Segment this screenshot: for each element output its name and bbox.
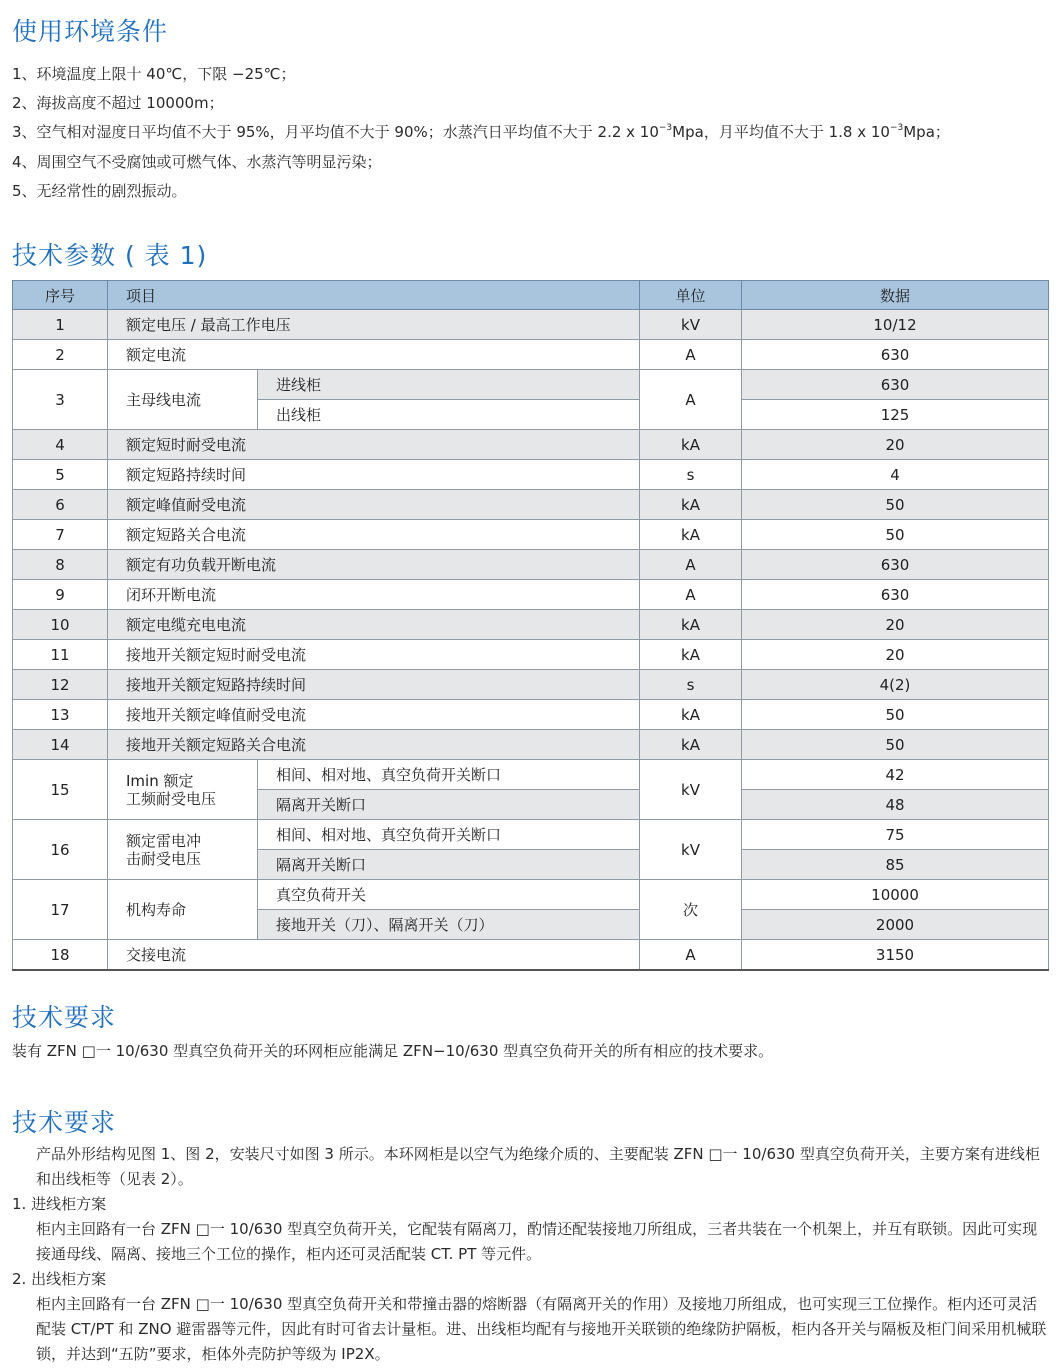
row-unit: kA — [640, 520, 742, 550]
row-no: 17 — [13, 880, 108, 940]
row-unit: kA — [640, 490, 742, 520]
table-row — [13, 940, 1049, 971]
row-item: 额定电压 / 最高工作电压 — [108, 310, 640, 340]
row-item: 额定有功负载开断电流 — [108, 550, 640, 580]
table-row — [13, 310, 1049, 340]
row-sub-item: 接地开关（刀）、隔离开关（刀） — [258, 910, 640, 940]
row-value: 85 — [742, 850, 1049, 880]
row-no: 6 — [13, 490, 108, 520]
header-value: 数据 — [742, 281, 1049, 310]
row-item: 机构寿命 — [108, 880, 258, 940]
row-sub-item: 出线柜 — [258, 400, 640, 430]
row-value: 630 — [742, 370, 1049, 400]
row-item: 额定雷电冲 击耐受电压 — [108, 820, 258, 880]
row-no: 3 — [13, 370, 108, 430]
req2-title: 技术要求 — [12, 1108, 117, 1137]
row-value: 48 — [742, 790, 1049, 820]
env-item-5: 5、无经常性的剧烈振动。 — [12, 182, 187, 200]
row-value: 42 — [742, 760, 1049, 790]
row-value: 3150 — [742, 940, 1049, 971]
row-item: 接地开关额定短时耐受电流 — [108, 640, 640, 670]
row-no: 5 — [13, 460, 108, 490]
row-item: 额定峰值耐受电流 — [108, 490, 640, 520]
row-unit: kA — [640, 610, 742, 640]
row-value: 50 — [742, 520, 1049, 550]
row-item: 额定电缆充电电流 — [108, 610, 640, 640]
row-unit: s — [640, 670, 742, 700]
row-no: 15 — [13, 760, 108, 820]
row-item: 额定短路关合电流 — [108, 520, 640, 550]
row-unit: A — [640, 550, 742, 580]
row-item: 额定短时耐受电流 — [108, 430, 640, 460]
row-unit: s — [640, 460, 742, 490]
table-header-row — [13, 281, 1049, 310]
row-no: 8 — [13, 550, 108, 580]
row-value: 50 — [742, 700, 1049, 730]
table-row — [13, 760, 1049, 790]
row-unit: kV — [640, 760, 742, 820]
req2-intro: 产品外形结构见图 1、图 2，安装尺寸如图 3 所示。本环网柜是以空气为绝缘介质的、主要配装 ZFN □一 10/630 型真空负荷开关，主要方案有进线柜和出线柜等（见表 2）。 — [36, 1145, 1040, 1188]
row-unit: kA — [640, 700, 742, 730]
row-unit: kA — [640, 640, 742, 670]
table-row — [13, 640, 1049, 670]
table-row — [13, 730, 1049, 760]
row-no: 9 — [13, 580, 108, 610]
table-row — [13, 820, 1049, 850]
table-row — [13, 880, 1049, 910]
row-item: 额定电流 — [108, 340, 640, 370]
row-value: 20 — [742, 640, 1049, 670]
req2-section-2-title: 2. 出线柜方案 — [12, 1270, 107, 1288]
row-no: 4 — [13, 430, 108, 460]
env-item-3: 3、空气相对湿度日平均值不大于 95%，月平均值不大于 90%；水蒸汽日平均值不大于 2.2 x $10^{-3}Mpa$，月平均值不大于 1.8 x $10^{-3}Mpa$； — [12, 123, 950, 141]
row-value: 2000 — [742, 910, 1049, 940]
row-value: 20 — [742, 610, 1049, 640]
row-item: Imin 额定 工频耐受电压 — [108, 760, 258, 820]
row-item: 交接电流 — [108, 940, 640, 971]
req2-section-2-text: 柜内主回路有一台 ZFN □一 10/630 型真空负荷开关和带撞击器的熔断器（有隔离开关的作用）及接地刀所组成，也可实现三工位操作。柜内还可灵活配装 CT/PT 和 ZNO 避雷器等元件，因此有时可省去计量柜。进、出线柜均配有与接地开关联锁的绝缘防护隔板，柜内各开关与隔板及柜门间采用机械联锁，并达到“五防”要求，柜体外壳防护等级为 IP2X。 — [36, 1295, 1047, 1363]
req2-section-1-title: 1. 进线柜方案 — [12, 1195, 107, 1213]
header-no: 序号 — [13, 281, 108, 310]
row-value: 4(2) — [742, 670, 1049, 700]
row-no: 18 — [13, 940, 108, 971]
row-item: 闭环开断电流 — [108, 580, 640, 610]
row-value: 630 — [742, 550, 1049, 580]
row-sub-item: 隔离开关断口 — [258, 850, 640, 880]
row-value: 50 — [742, 490, 1049, 520]
row-no: 7 — [13, 520, 108, 550]
row-item: 主母线电流 — [108, 370, 258, 430]
row-value: 50 — [742, 730, 1049, 760]
row-sub-item: 真空负荷开关 — [258, 880, 640, 910]
header-item: 项目 — [108, 281, 640, 310]
row-value: 125 — [742, 400, 1049, 430]
env-item-2: 2、海拔高度不超过 10000m； — [12, 94, 224, 112]
row-value: 4 — [742, 460, 1049, 490]
row-no: 10 — [13, 610, 108, 640]
row-no: 14 — [13, 730, 108, 760]
row-sub-item: 相间、相对地、真空负荷开关断口 — [258, 820, 640, 850]
req1-text: 装有 ZFN □一 10/630 型真空负荷开关的环网柜应能满足 ZFN−10/630 型真空负荷开关的所有相应的技术要求。 — [12, 1042, 774, 1060]
table-row — [13, 520, 1049, 550]
row-item: 接地开关额定短路关合电流 — [108, 730, 640, 760]
row-unit: kA — [640, 430, 742, 460]
row-value: 20 — [742, 430, 1049, 460]
row-no: 13 — [13, 700, 108, 730]
row-value: 630 — [742, 580, 1049, 610]
table-row — [13, 460, 1049, 490]
row-value: 630 — [742, 340, 1049, 370]
row-no: 16 — [13, 820, 108, 880]
row-unit: A — [640, 370, 742, 430]
row-unit: A — [640, 940, 742, 971]
row-item: 接地开关额定峰值耐受电流 — [108, 700, 640, 730]
env-title: 使用环境条件 — [12, 17, 169, 46]
row-item: 接地开关额定短路持续时间 — [108, 670, 640, 700]
row-value: 10000 — [742, 880, 1049, 910]
table-row — [13, 340, 1049, 370]
row-unit: A — [640, 580, 742, 610]
table-row — [13, 430, 1049, 460]
row-value: 75 — [742, 820, 1049, 850]
row-value: 10/12 — [742, 310, 1049, 340]
env-item-1: 1、环境温度上限十 40℃，下限 −25℃； — [12, 65, 296, 83]
table-row — [13, 610, 1049, 640]
table-row — [13, 580, 1049, 610]
row-unit: 次 — [640, 880, 742, 940]
row-no: 1 — [13, 310, 108, 340]
req2-body — [12, 1142, 1048, 1367]
spec-table — [12, 280, 1049, 971]
row-item: 额定短路持续时间 — [108, 460, 640, 490]
req1-title: 技术要求 — [12, 1003, 117, 1032]
row-sub-item: 相间、相对地、真空负荷开关断口 — [258, 760, 640, 790]
table-row — [13, 550, 1049, 580]
row-unit: kV — [640, 820, 742, 880]
row-sub-item: 隔离开关断口 — [258, 790, 640, 820]
row-no: 11 — [13, 640, 108, 670]
req2-section-1-text: 柜内主回路有一台 ZFN □一 10/630 型真空负荷开关，它配装有隔离刀，酌情还配装接地刀所组成，三者共装在一个机架上，并互有联锁。因此可实现接通母线、隔离、接地三个工位的操作，柜内还可灵活配装 CT. PT 等元件。 — [36, 1220, 1038, 1263]
table-row — [13, 370, 1049, 400]
env-item-4: 4、周围空气不受腐蚀或可燃气体、水蒸汽等明显污染； — [12, 153, 382, 171]
row-unit: A — [640, 340, 742, 370]
table-row — [13, 490, 1049, 520]
row-unit: kA — [640, 730, 742, 760]
row-sub-item: 进线柜 — [258, 370, 640, 400]
row-unit: kV — [640, 310, 742, 340]
row-no: 12 — [13, 670, 108, 700]
table-row — [13, 700, 1049, 730]
row-no: 2 — [13, 340, 108, 370]
table-row — [13, 670, 1049, 700]
params-title: 技术参数 ( 表 1) — [12, 241, 208, 270]
header-unit: 单位 — [640, 281, 742, 310]
